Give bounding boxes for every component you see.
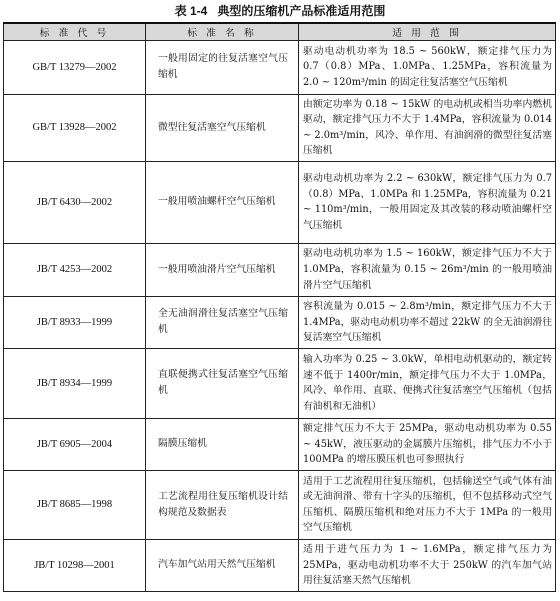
standard-code-cell: JB/T 6430—2002 [4,161,146,243]
scope-cell: 驱动电动机功率为 1.5 ~ 160kW，额定排气压力不大于 1.0MPa，容积流量为 0.15 ~ 26m³/min 的一般用喷油滑片空气压缩机 [299,243,556,296]
scope-cell: 输入功率为 0.25 ~ 3.0kW，单相电动机驱动的，额定转速不低于 1400r/min，额定排气压力不大于 1.0MPa，风冷、单作用、直联、便携式往复活塞空气压缩机（包括有油机和无油机） [299,348,556,418]
table-row [4,470,556,539]
standard-code-cell: JB/T 8933—1999 [4,296,146,348]
standard-code-cell: GB/T 13928—2002 [4,94,146,161]
standard-name-cell: 工艺流程用往复压缩机设计结构规范及数据表 [146,470,299,539]
standard-name-cell: 微型往复活塞空气压缩机 [146,94,299,161]
standard-name-cell: 一般用喷油滑片空气压缩机 [146,243,299,296]
table-row [4,94,556,161]
header-scope: 适 用 范 围 [299,23,556,40]
header-standard-name: 标 准 名 称 [146,23,299,40]
table-row [4,539,556,591]
header-standard-code: 标 准 代 号 [4,23,146,40]
scope-cell: 额定排气压力不大于 25MPa，驱动电动机功率为 0.55 ~ 45kW，液压驱动的金属膜片压缩机，排气压力不小于 100MPa 的增压膜压机也可参照执行 [299,418,556,470]
standard-code-cell: JB/T 8934—1999 [4,348,146,418]
standards-table [3,22,556,592]
table-row [4,296,556,348]
standard-code-cell: GB/T 13279—2002 [4,40,146,94]
standard-code-cell: JB/T 6905—2004 [4,418,146,470]
standard-name-cell: 全无油润滑往复活塞空气压缩机 [146,296,299,348]
table-title [0,2,560,20]
scope-cell: 适用于工艺流程用往复压缩机，包括输送空气或气体有油或无油润滑、带有十字头的压缩机，但不包括移动式空气压缩机、隔膜压缩机和绝对压力不大于 1MPa 的一般用空气压缩机 [299,470,556,539]
standard-code-cell: JB/T 8685—1998 [4,470,146,539]
table-row [4,348,556,418]
scope-cell: 由额定功率为 0.18 ~ 15kW 的电动机或相当功率内燃机驱动，额定排气压力不大于 1.4MPa，容积流量为 0.014 ~ 2.0m³/min，风冷、单作用、有油润滑的微型往复活塞压缩机 [299,94,556,161]
standard-code-cell: JB/T 4253—2002 [4,243,146,296]
scope-cell: 驱动电动机功率为 18.5 ~ 560kW，额定排气压力为 0.7（0.8）MPa、1.0MPa、1.25MPa，容积流量为 2.0 ~ 120m³/min 的固定往复活塞空气压缩机 [299,40,556,94]
table-header-row [4,23,556,40]
table-row [4,161,556,243]
standard-name-cell: 一般用喷油螺杆空气压缩机 [146,161,299,243]
scope-cell: 适用于进气压力为 1 ~ 1.6MPa，额定排气压力为 25MPa，驱动电动机功率不大于 250kW 的汽车加气站用往复活塞天然气压缩机 [299,539,556,591]
table-row [4,418,556,470]
standard-name-cell: 隔膜压缩机 [146,418,299,470]
standard-code-cell: JB/T 10298—2001 [4,539,146,591]
scope-cell: 驱动电动机功率为 2.2 ~ 630kW，额定排气压力为 0.7（0.8）MPa、1.0MPa 和 1.25MPa，容积流量为 0.21 ~ 110m³/min，一般用固定及其改装的移动喷油螺杆空气压缩机 [299,161,556,243]
table-row [4,243,556,296]
standard-name-cell: 汽车加气站用天然气压缩机 [146,539,299,591]
standard-name-cell: 直联便携式往复活塞空气压缩机 [146,348,299,418]
table-number: 表 1-4 [174,4,208,18]
table-row [4,40,556,94]
table-title-text: 典型的压缩机产品标准适用范围 [217,4,386,18]
scope-cell: 容积流量为 0.015 ~ 2.8m³/min，额定排气压力不大于 1.4MPa，驱动电动机功率不超过 22kW 的全无油润滑往复活塞空气压缩机 [299,296,556,348]
standard-name-cell: 一般用固定的往复活塞空气压缩机 [146,40,299,94]
